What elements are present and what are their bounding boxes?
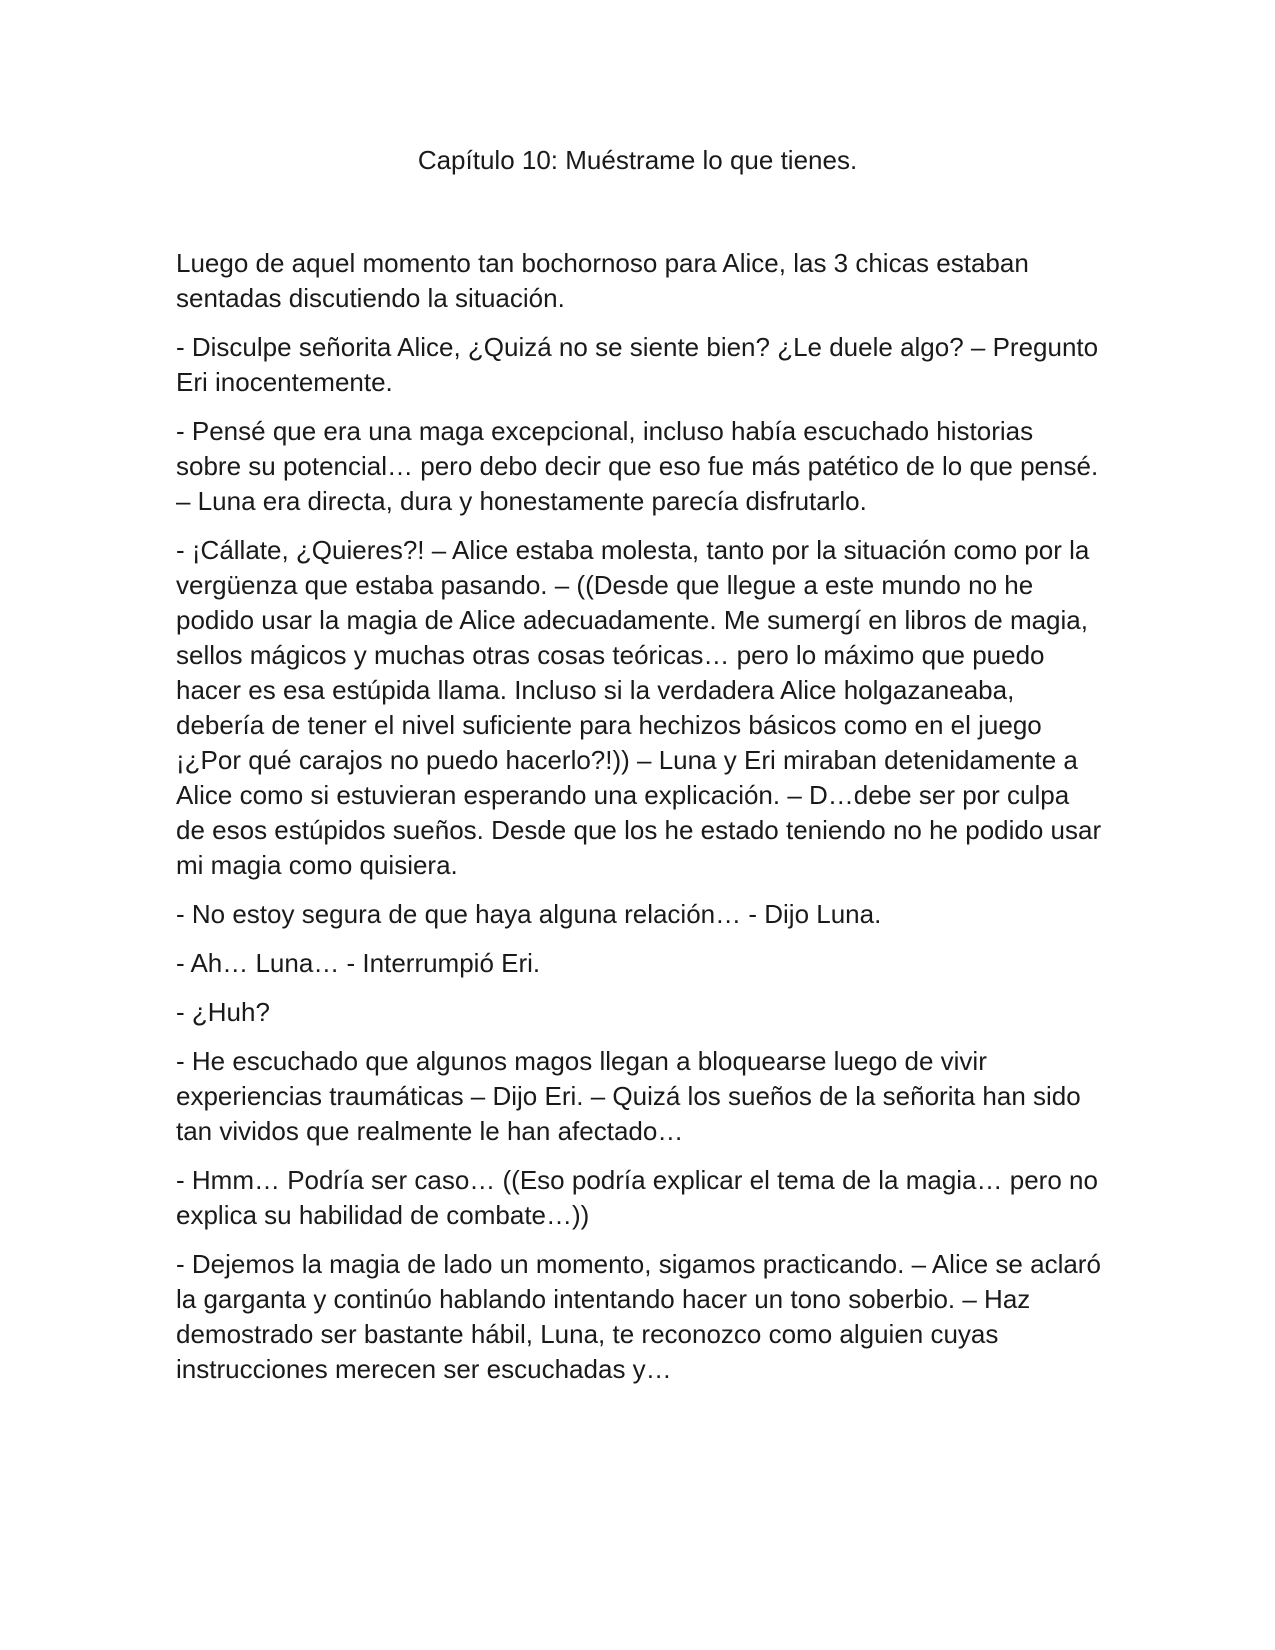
paragraph: - ¿Huh? <box>176 997 270 1027</box>
chapter-title: Capítulo 10: Muéstrame lo que tienes. <box>417 145 858 175</box>
paragraph: Luego de aquel momento tan bochornoso para Alice, las 3 chicas estaban sentadas discutiendo la situación. <box>176 248 1029 313</box>
paragraph: - Ah… Luna… - Interrumpió Eri. <box>176 948 541 978</box>
paragraph: - Dejemos la magia de lado un momento, sigamos practicando. – Alice se aclaró la garganta y continúo hablando intentando hacer un tono soberbio. – Haz demostrado ser bastante hábil, Luna, te reconozco como alguien cuyas instrucciones merecen ser escuchadas y… <box>176 1249 1101 1384</box>
paragraph: - Disculpe señorita Alice, ¿Quizá no se siente bien? ¿Le duele algo? – Pregunto Eri inocentemente. <box>176 332 1099 397</box>
chapter-body <box>176 246 1104 1401</box>
paragraph: - He escuchado que algunos magos llegan a bloquearse luego de vivir experiencias traumáticas – Dijo Eri. – Quizá los sueños de la señorita han sido tan vividos que realmente le han afectado… <box>176 1046 1081 1146</box>
paragraph: - Pensé que era una maga excepcional, incluso había escuchado historias sobre su potencial… pero debo decir que eso fue más patético de lo que pensé. – Luna era directa, dura y honestamente parecía disfrutarlo. <box>176 416 1099 516</box>
paragraph: - ¡Cállate, ¿Quieres?! – Alice estaba molesta, tanto por la situación como por la vergüenza que estaba pasando. – ((Desde que llegue a este mundo no he podido usar la magia de Alice adecuadamente. Me sumergí en libros de magia, sellos mágicos y muchas otras cosas teóricas… pero lo máximo que puedo hacer es esa estúpida llama. Incluso si la verdadera Alice holgazaneaba, debería de tener el nivel suficiente para hechizos básicos como en el juego ¡¿Por qué carajos no puedo hacerlo?!)) – Luna y Eri miraban detenidamente a Alice como si estuvieran esperando una explicación. – D…debe ser por culpa de esos estúpidos sueños. Desde que los he estado teniendo no he podido usar mi magia como quisiera. <box>176 535 1102 880</box>
paragraph: - Hmm… Podría ser caso… ((Eso podría explicar el tema de la magia… pero no explica su habilidad de combate…)) <box>176 1165 1098 1230</box>
paragraph: - No estoy segura de que haya alguna relación… - Dijo Luna. <box>176 899 882 929</box>
